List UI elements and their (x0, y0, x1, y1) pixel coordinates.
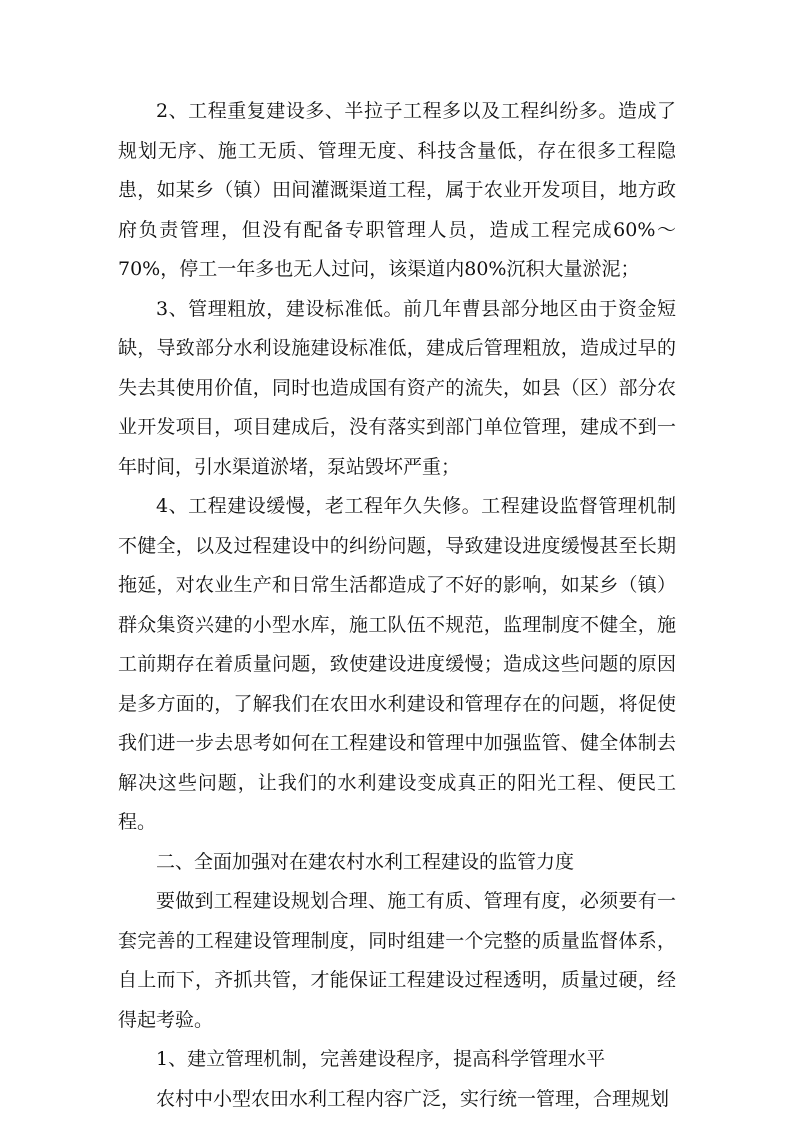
subsection-heading-1: 1、建立管理机制，完善建设程序，提高科学管理水平 (156, 1048, 606, 1070)
document-body (118, 92, 676, 1119)
paragraph-item-4: 4、工程建设缓慢，老工程年久失修。工程建设监督管理机制不健全，以及过程建设中的纠纷问题，导致建设进度缓慢甚至长期拖延，对农业生产和日常生活都造成了不好的影响，如某乡（镇）群众集资兴建的小型水库，施工队伍不规范，监理制度不健全，施工前期存在着质量问题，致使建设进度缓慢；造成这些问题的原因是多方面的，了解我们在农田水利建设和管理存在的问题，将促使我们进一步去思考如何在工程建设和管理中加强监管、健全体制去解决这些问题，让我们的水利建设变成真正的阳光工程、便民工程。 (118, 495, 676, 833)
paragraph-item-2: 2、工程重复建设多、半拉子工程多以及工程纠纷多。造成了规划无序、施工无质、管理无度、科技含量低，存在很多工程隐患，如某乡（镇）田间灌溉渠道工程，属于农业开发项目，地方政府负责管理，但没有配备专职管理人员，造成工程完成60%～70%，停工一年多也无人过问，该渠道内80%沉积大量淤泥； (118, 100, 676, 280)
paragraph-item-3: 3、管理粗放，建设标准低。前几年曹县部分地区由于资金短缺，导致部分水利设施建设标准低，建成后管理粗放，造成过早的失去其使用价值，同时也造成国有资产的流失，如县（区）部分农业开发项目，项目建成后，没有落实到部门单位管理，建成不到一年时间，引水渠道淤堵，泵站毁坏严重； (118, 297, 676, 478)
section-intro-paragraph: 要做到工程建设规划合理、施工有质、管理有度，必须要有一套完善的工程建设管理制度，同时组建一个完整的质量监督体系，自上而下，齐抓共管，才能保证工程建设过程透明，质量过硬，经得起考验。 (118, 890, 676, 1031)
subsection-paragraph: 农村中小型农田水利工程内容广泛，实行统一管理，合理规划 (156, 1087, 670, 1110)
section-heading-2: 二、全面加强对在建农村水利工程建设的监管力度 (156, 850, 575, 873)
